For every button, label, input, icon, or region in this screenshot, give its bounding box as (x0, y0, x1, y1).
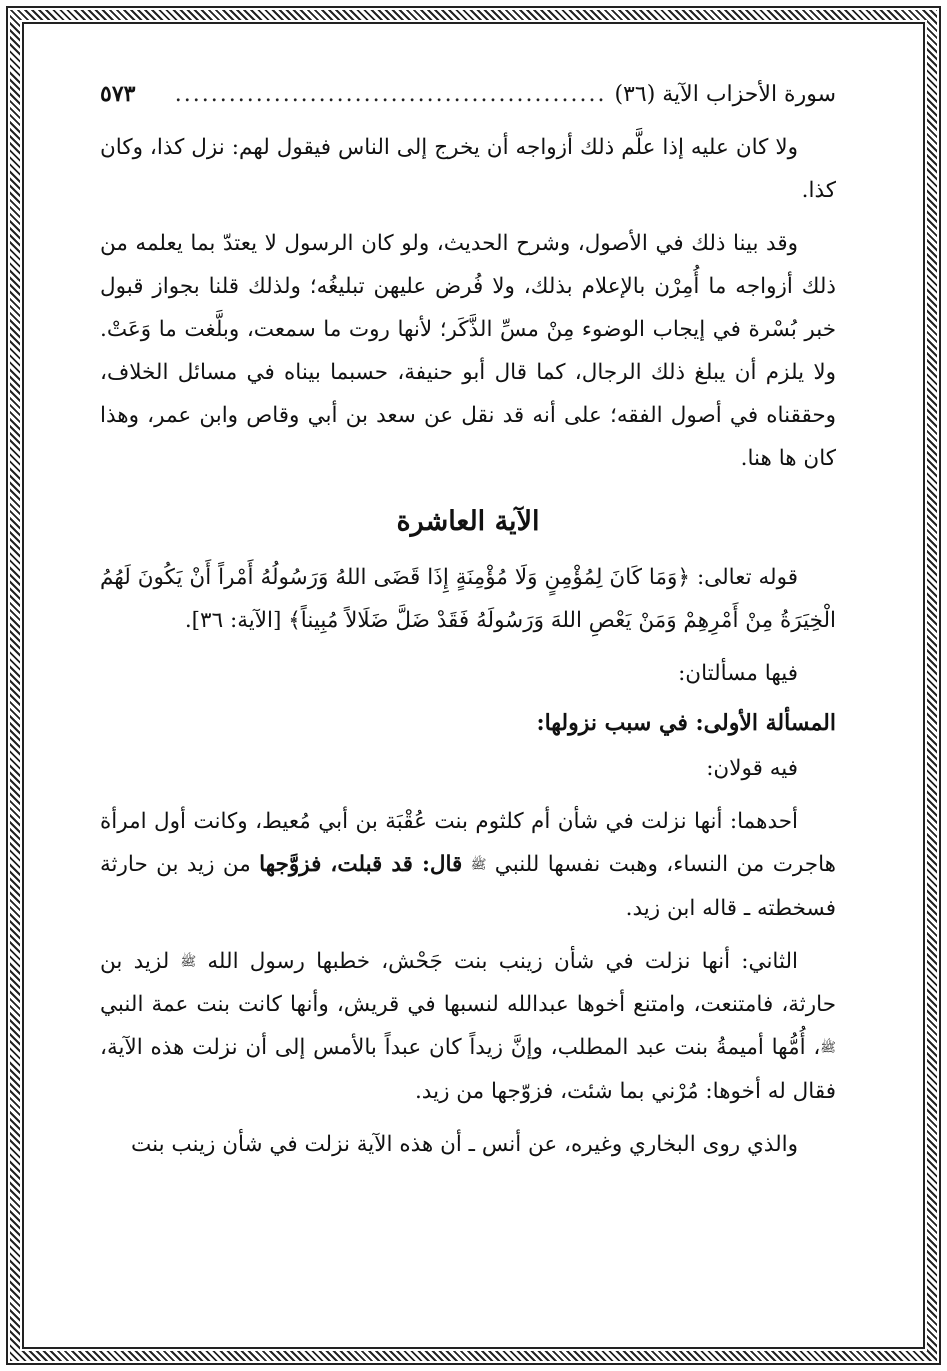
section-heading: الآية العاشرة (396, 506, 540, 537)
salutation-symbol: ﷺ (180, 954, 197, 969)
running-header (100, 74, 836, 126)
spacer-text (462, 852, 470, 877)
two-opinions-line: فيه قولان: (706, 756, 798, 781)
last-paragraph: والذي روى البخاري وغيره، عن أنس ـ أن هذه الآية نزلت في شأن زينب بنت (131, 1131, 798, 1157)
first-opinion-bold: قال: قد قبلت، فزوَّجها (259, 852, 463, 877)
issues-intro: فيها مسألتان: (678, 661, 798, 686)
quran-verse: ﴿وَمَا كَانَ لِمُؤْمِنٍ وَلَا مُؤْمِنَةٍ إِذَا قَضَى اللهُ وَرَسُولُهُ أَمْراً أَنْ يَكُونَ لَهُمُ الْخِيَرَةُ مِنْ أَمْرِهِمْ وَمَنْ يَعْصِ اللهَ وَرَسُولَهُ فَقَدْ ضَلَّ ضَلَالاً مُبِيناً﴾ (100, 565, 836, 633)
second-opinion-middle: لزيد بن حارثة، فامتنعت، وامتنع أخوها عبدالله لنسبها في قريش، وأنها كانت بنت عمة النبي (100, 948, 836, 1017)
first-opinion-end: من زيد بن حارثة فسخطته ـ قاله ابن زيد. (100, 852, 836, 921)
page-number: ٥٧٣ (100, 81, 136, 107)
page-content (100, 74, 836, 1166)
verse-reference: [الآية: ٣٦]. (184, 608, 289, 633)
issue-1-heading: المسألة الأولى: في سبب نزولها: (536, 710, 836, 736)
second-opinion (100, 940, 836, 1113)
verse-paragraph (100, 556, 836, 642)
salutation-symbol: ﷺ (470, 857, 487, 873)
header-leader-dots: ................................................ (174, 82, 607, 107)
second-opinion-text: الثاني: أنها نزلت في شأن زينب بنت جَحْش، خطبها رسول الله (196, 948, 798, 974)
first-opinion-text: أحدهما: أنها نزلت في شأن أم كلثوم بنت عُقْبَة بن أبي مُعيط، وكانت أول امرأة هاجرت من النساء، وهبت نفسها للنبي (100, 809, 836, 877)
verse-intro: قوله تعالى: (689, 565, 798, 590)
paragraph-1: ولا كان عليه إذا علَّم ذلك أزواجه أن يخرج إلى الناس فيقول لهم: نزل كذا، وكان كذا. (100, 135, 836, 203)
paragraph-2: وقد بينا ذلك في الأصول، وشرح الحديث، ولو كان الرسول لا يعتدّ بما يعلمه من ذلك أزواجه ما أُمِرْن بالإعلام بذلك، ولا فُرض عليهن تبليغُه؛ ولذلك قلنا بجواز قبول خبر بُسْرة في إيجاب الوضوء مِنْ مسِّ الذَّكَر؛ لأنها روت ما سمعت، وبلَّغت ما وَعَتْ. ولا يلزم أن يبلغ ذلك الرجال، كما قال أبو حنيفة، حسبما بيناه في مسائل الخلاف، وحققناه في أصول الفقه؛ على أنه قد نقل عن سعد بن أبي وقاص وابن عمر، وهذا كان ها هنا. (100, 231, 836, 471)
salutation-symbol: ﷺ (820, 1040, 836, 1056)
second-opinion-end: ، أُمُّها أميمةُ بنت عبد المطلب، وإنَّ زيداً كان عبداً بالأمس إلى أن نزلت هذه الآية، فقال له أخوها: مُرْني بما شئت، فزوّجها من زيد. (100, 1035, 836, 1104)
header-title: سورة الأحزاب الآية (٣٦) (614, 82, 836, 107)
first-opinion (100, 800, 836, 930)
